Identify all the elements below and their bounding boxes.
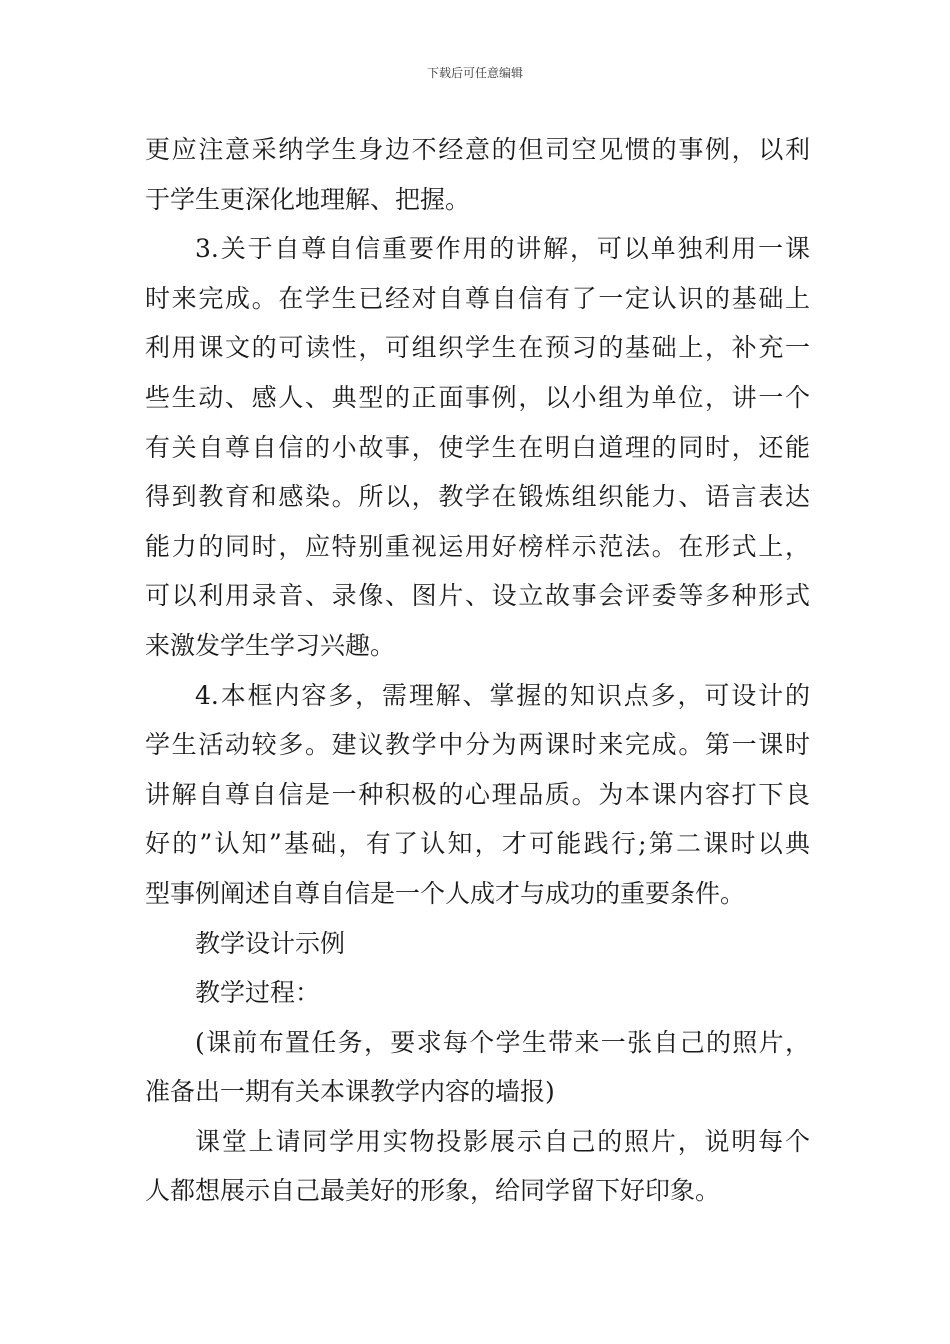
text-line: 教学过程：	[195, 978, 321, 1008]
text-line: 利用课文的可读性，可组织学生在预习的基础上，补充一	[145, 333, 810, 363]
text-line: 4.本框内容多，需理解、掌握的知识点多，可设计的	[195, 680, 810, 710]
text-line: 讲解自尊自信是一种积极的心理品质。为本课内容打下良	[145, 779, 810, 809]
text-line: 时来完成。在学生已经对自尊自信有了一定认识的基础上	[145, 283, 810, 313]
text-line: 好的”认知”基础，有了认知，才可能践行;第二课时以典	[145, 829, 810, 859]
text-line: 学生活动较多。建议教学中分为两课时来完成。第一课时	[145, 730, 810, 760]
text-line: (课前布置任务，要求每个学生带来一张自己的照片，	[195, 1027, 810, 1057]
text-line: 型事例阐述自尊自信是一个人成才与成功的重要条件。	[145, 878, 746, 908]
text-line: 有关自尊自信的小故事，使学生在明白道理的同时，还能	[145, 432, 810, 462]
body-text	[145, 125, 810, 1216]
text-line: 更应注意采纳学生身边不经意的但司空见惯的事例，以利	[145, 135, 810, 164]
text-line: 准备出一期有关本课教学内容的墙报)	[145, 1077, 555, 1107]
text-line: 课堂上请同学用实物投影展示自己的照片，说明每个	[195, 1126, 810, 1156]
text-line: 得到教育和感染。所以，教学在锻炼组织能力、语言表达	[145, 482, 810, 512]
text-line: 能力的同时，应特别重视运用好榜样示范法。在形式上，	[145, 531, 810, 561]
text-line: 教学设计示例	[195, 928, 346, 958]
text-line: 可以利用录音、录像、图片、设立故事会评委等多种形式	[145, 581, 810, 611]
text-line: 来激发学生学习兴趣。	[145, 630, 396, 660]
text-line: 于学生更深化地理解、把握。	[145, 184, 471, 214]
text-line: 人都想展示自己最美好的形象，给同学留下好印象。	[145, 1176, 721, 1206]
text-line: 3.关于自尊自信重要作用的讲解，可以单独利用一课	[195, 234, 810, 264]
page-header: 下载后可任意编辑	[426, 66, 523, 80]
text-line: 些生动、感人、典型的正面事例，以小组为单位，讲一个	[145, 382, 810, 412]
